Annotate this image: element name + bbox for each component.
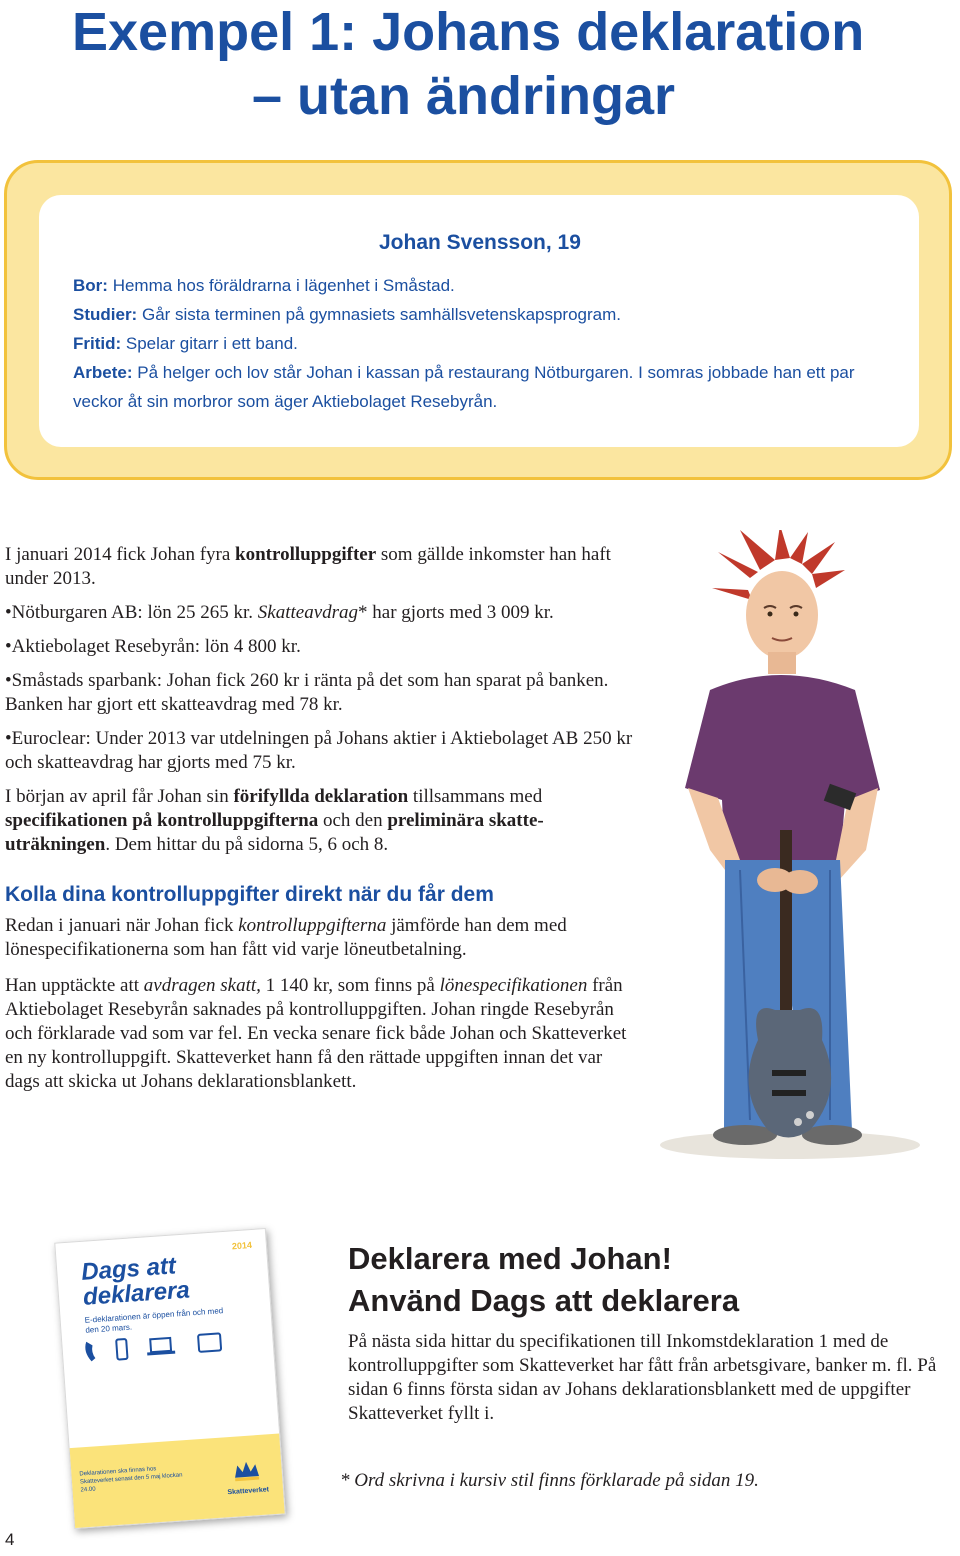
intro-term-kontrolluppgifter: kontrolluppgifter [235,544,377,565]
section-p2-c: 1 140 kr, som finns på [260,975,440,996]
bullet-3-text: Småstads sparbank: Johan fick 260 kr i ränta på det som han sparat på banken. Banken har gjort ett skatteavdrag med 78 kr. [5,670,609,715]
page-title-line1: Exempel 1: Johans deklaration [72,2,865,62]
bullet-2-text: Aktiebolaget Resebyrån: lön 4 800 kr. [11,636,301,657]
section-p1-term: kontrolluppgifterna [238,915,387,936]
johan-illustration [640,530,956,1170]
section-p2-a: Han upptäckte att [5,975,144,996]
footnote: * Ord skrivna i kursiv stil finns förklarade på sidan 19. [340,1470,759,1491]
section-paragraph-2 [5,974,635,1094]
mobile-icon [116,1339,127,1360]
april-term-specifikation: specifikationen på kontrolluppgifterna [5,810,319,831]
profile-details [73,271,903,416]
section-p2-term-avdragen: avdragen skatt, [143,975,261,996]
tablet-icon [198,1333,221,1351]
promo-heading-line2: Använd Dags att deklarera [348,1283,740,1318]
profile-card [39,195,919,447]
booklet-subtitle: E-deklarationen är öppen från och med den 20 mars. [84,1306,224,1335]
main-text [5,543,635,867]
profile-arbete [73,358,903,416]
section-text [5,914,635,1106]
promo-heading [348,1238,739,1322]
intro-text-c: som gällde inkomster han haft under 2013. [5,544,611,589]
profile-studier [73,300,903,329]
profile-bor-label: Bor: [73,276,108,295]
profile-fritid [73,329,903,358]
phone-icon [85,1341,96,1362]
bullet-1-term: Skatteavdrag [257,602,359,623]
page-number: 4 [5,1530,15,1549]
income-list [5,601,635,775]
april-term-forifylld: förifyllda deklaration [233,786,409,807]
profile-name: Johan Svensson, 19 [379,231,581,254]
dags-att-deklarera-booklet [54,1228,286,1529]
section-p2-e: från Aktiebolaget Resebyrån saknades på kontrolluppgiften. Johan ringde Resebyrån och förklarade vad som var fel. En vecka senare fick både Johan och Skatteverket en ny kontrolluppgift. Skatteverket hann få den rättade uppgiften innan det var dags att skicka ut Johans deklarationsblankett. [5,975,627,1092]
intro-paragraph [5,543,635,591]
bullet-1-text-a: Nötburgaren AB: lön 25 265 kr. [11,602,258,623]
profile-bor-text: Hemma hos föräldrarna i lägenhet i Småstad. [112,276,455,295]
promo-heading-line1: Deklarera med Johan! [348,1241,672,1276]
page-title-line2: – utan ändringar [252,66,676,126]
profile-arbete-label: Arbete: [73,363,133,382]
profile-fritid-label: Fritid: [73,334,122,353]
booklet-year: 2014 [231,1239,253,1252]
april-text-g: . Dem hittar du på sidorna 5, 6 och 8. [105,834,389,855]
list-item-euroclear [5,727,635,775]
section-p1-c: jämförde han dem med lönespecifikationerna som han fått vid varje löneutbetalning. [5,915,567,960]
promo-text: På nästa sida hittar du specifikationen till Inkomstdeklaration 1 med de kontrolluppgifter som Skatteverket har fått från arbetsgivare, banker m. fl. På sidan 6 finns första sidan av Johans deklarationsblankett med de uppgifter Skatteverket fyllt i. [348,1331,937,1424]
page-title [72,0,864,128]
profile-studier-text: Går sista terminen på gymnasiets samhällsvetenskapsprogram. [141,305,622,324]
bullet-1-text-c: * har gjorts med 3 009 kr. [358,602,554,623]
april-paragraph [5,785,635,857]
section-p2-term-lonespec: lönespecifikationen [439,975,588,996]
intro-text-a: I januari 2014 fick Johan fyra [5,544,236,565]
profile-bor [73,271,903,300]
profile-arbete-text: På helger och lov står Johan i kassan på restaurang Nötburgaren. I somras jobbade han ett par veckor åt sin morbror som äger Aktiebolaget Resebyrån. [73,363,855,411]
profile-box [4,160,952,480]
april-text-c: tillsammans med [408,786,543,807]
april-text-a: I början av april får Johan sin [5,786,234,807]
profile-fritid-text: Spelar gitarr i ett band. [125,334,298,353]
skatteverket-crown-icon [231,1458,263,1484]
laptop-icon [146,1338,175,1356]
profile-studier-label: Studier: [73,305,138,324]
bullet-4-text: Euroclear: Under 2013 var utdelningen på Johans aktier i Aktiebolaget AB 250 kr och skatteavdrag har gjorts med 75 kr. [5,728,633,773]
skatteverket-logo [225,1457,269,1496]
list-item-notburgaren [5,601,635,625]
skatteverket-logo-text: Skatteverket [227,1486,270,1497]
face [746,571,818,659]
booklet-footer-text: Deklarationen ska finnas hos Skatteverket senast den 5 maj klockan 24.00 [79,1466,183,1494]
section-paragraph-1 [5,914,635,962]
list-item-resebyran [5,635,635,659]
booklet-title: Dags att deklarera [80,1252,191,1311]
section-p1-a: Redan i januari när Johan fick [5,915,239,936]
section-heading: Kolla dina kontrolluppgifter direkt när du får dem [5,883,494,906]
list-item-sparbank [5,669,635,717]
april-term-skatteutrakning: preliminära skatteuträkningen [5,810,544,855]
april-text-e: och den [318,810,388,831]
